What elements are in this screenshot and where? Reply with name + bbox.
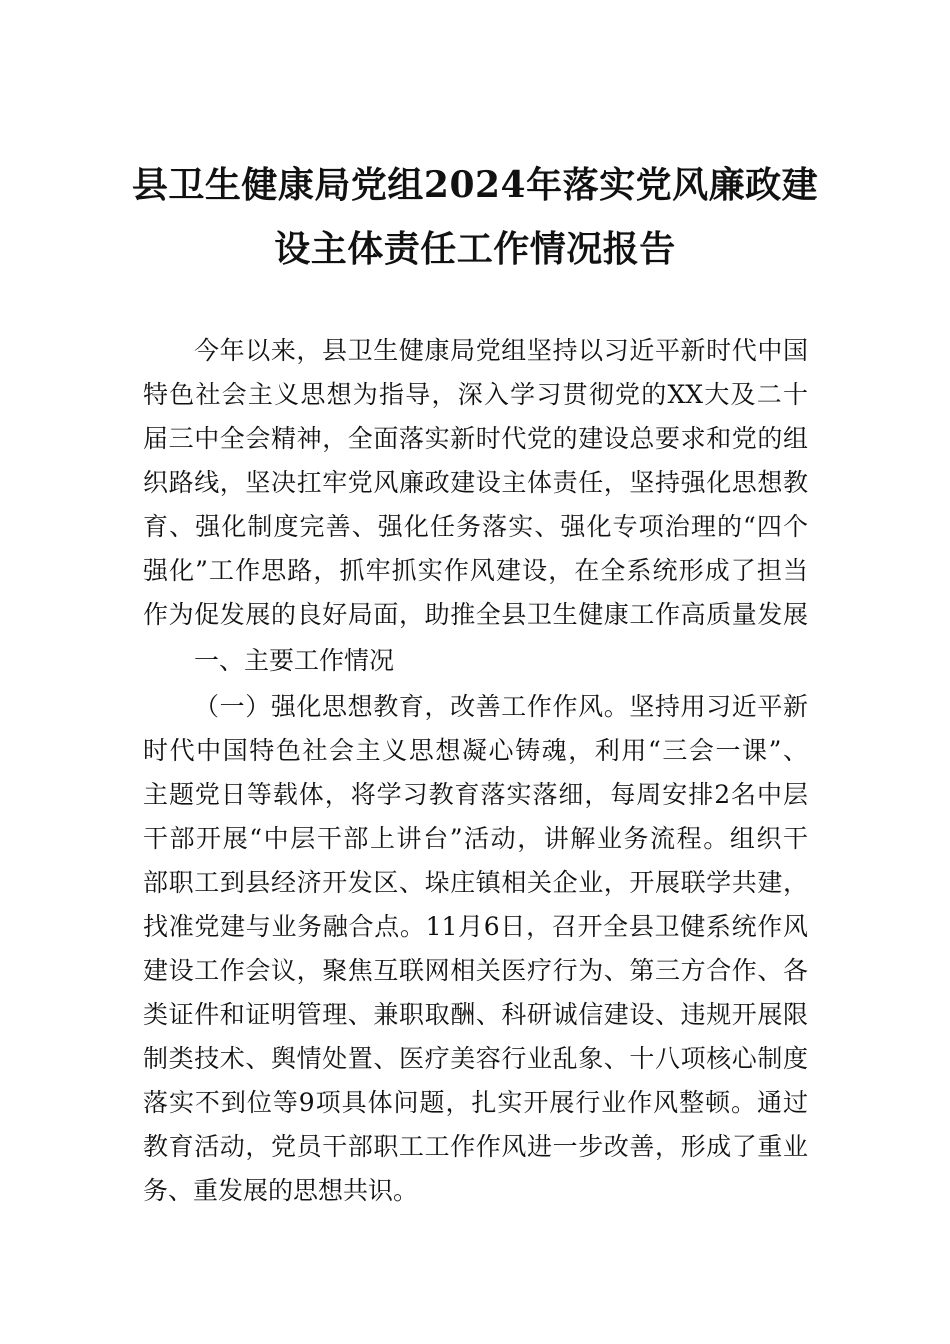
subsection-paragraph-line: 主题党日等载体，将学习教育落实落细，每周安排2名中层 bbox=[143, 780, 808, 809]
subsection-first-line bbox=[194, 690, 808, 724]
intro-paragraph-line: 届三中全会精神，全面落实新时代党的建设总要求和党的组 bbox=[143, 424, 808, 453]
intro-paragraph-line: 织路线，坚决扛牢党风廉政建设主体责任，坚持强化思想教 bbox=[143, 468, 808, 497]
subsection-paragraph-line: 干部开展“中层干部上讲台”活动，讲解业务流程。组织干 bbox=[143, 824, 808, 853]
subsection-lead: （一）强化思想教育，改善工作作风。 bbox=[194, 692, 630, 721]
subsection-first-line-rest: 坚持用习近平新 bbox=[629, 692, 808, 721]
document-title-line-2: 设主体责任工作情况报告 bbox=[274, 228, 676, 270]
subsection-paragraph-line: 找准党建与业务融合点。11月6日，召开全县卫健系统作风 bbox=[143, 912, 808, 941]
subsection-paragraph-line: 制类技术、舆情处置、医疗美容行业乱象、十八项核心制度 bbox=[143, 1044, 808, 1073]
intro-paragraph-line: 育、强化制度完善、强化任务落实、强化专项治理的“四个 bbox=[143, 512, 808, 541]
section-heading: 一、主要工作情况 bbox=[194, 646, 395, 675]
subsection-paragraph-line: 建设工作会议，聚焦互联网相关医疗行为、第三方合作、各 bbox=[143, 956, 808, 985]
subsection-paragraph-line: 时代中国特色社会主义思想凝心铸魂，利用“三会一课”、 bbox=[143, 736, 808, 765]
subsection-paragraph-line: 落实不到位等9项具体问题，扎实开展行业作风整顿。通过 bbox=[143, 1088, 808, 1117]
intro-paragraph-line: 特色社会主义思想为指导，深入学习贯彻党的XX大及二十 bbox=[143, 380, 808, 409]
document-title-line-1: 县卫生健康局党组2024年落实党风廉政建 bbox=[131, 164, 819, 206]
intro-paragraph-line: 今年以来，县卫生健康局党组坚持以习近平新时代中国 bbox=[194, 336, 808, 365]
intro-paragraph-line: 强化”工作思路，抓牢抓实作风建设，在全系统形成了担当 bbox=[143, 556, 808, 585]
subsection-paragraph-line: 类证件和证明管理、兼职取酬、科研诚信建设、违规开展限 bbox=[143, 1000, 808, 1029]
subsection-paragraph-line: 部职工到县经济开发区、垛庄镇相关企业，开展联学共建， bbox=[143, 868, 808, 897]
intro-paragraph-line: 作为促发展的良好局面，助推全县卫生健康工作高质量发展 bbox=[143, 600, 808, 629]
subsection-paragraph-line: 教育活动，党员干部职工工作作风进一步改善，形成了重业 bbox=[143, 1132, 808, 1161]
subsection-paragraph-line: 务、重发展的思想共识。 bbox=[143, 1176, 419, 1205]
